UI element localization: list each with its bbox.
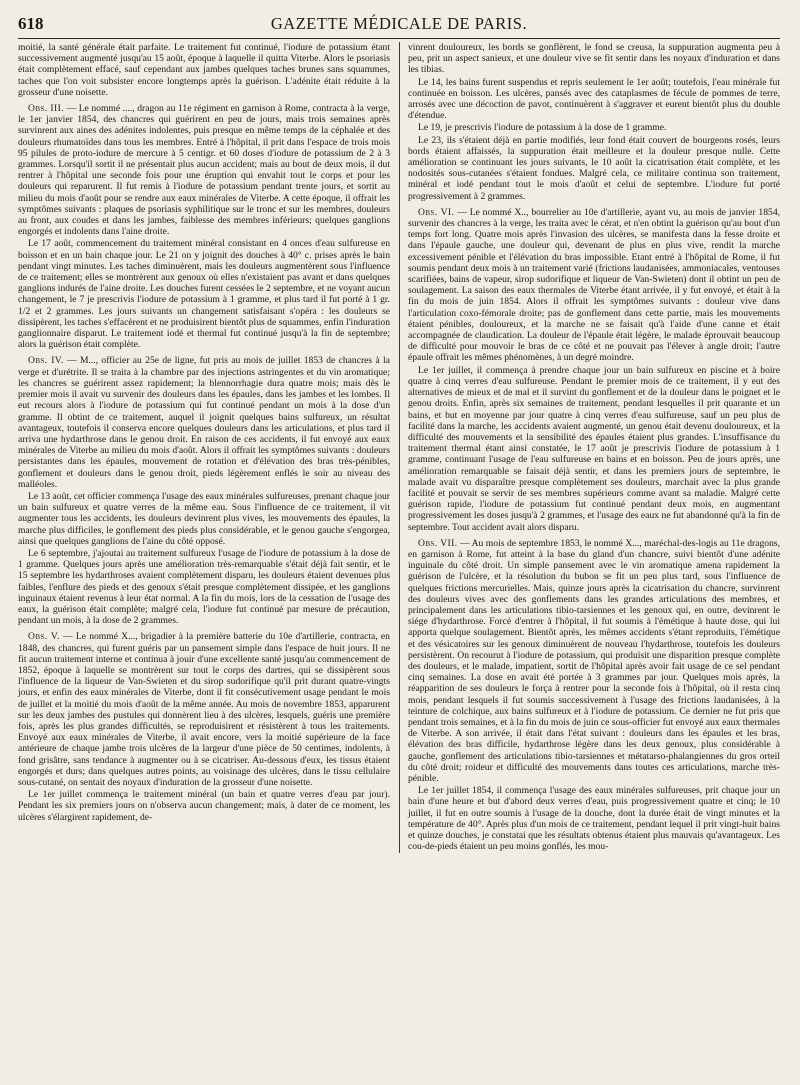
- left-column: [18, 42, 390, 853]
- paragraph-text: Le 14, les bains furent suspendus et repris seulement le 1er août; toutefois, l'eau minérale fut continuée en boisson. Les ulcères, pansés avec des cataplasmes de fécule de pommes de terre, arrosés avec une décoction de pavot, continuèrent à s'aggraver et eurent bientôt plus du double d'étendue.: [408, 76, 780, 122]
- paragraph: [408, 207, 780, 364]
- page-header: [18, 14, 780, 36]
- observation-label: Obs. III.: [28, 103, 65, 115]
- observation-label: Obs. V.: [28, 631, 60, 643]
- paragraph-text: Le 23, ils s'étaient déjà en partie modifiés, leur fond était couvert de bourgeons rosés, leurs bords étaient affaissés, la suppuration était meilleure et la douleur presque nulle. Cette amélioration se continuant les jours suivants, le 10 août la cicatrisation était complète, et les nodosités sous-cutanées s'étaient fondues. Malgré cela, ce militaire continua son traitement, minéral et iodé pendant tout le mois d'août et celui de septembre. L'iodure fut porté progressivement à 2 grammes.: [408, 134, 780, 202]
- paragraph: [408, 365, 780, 533]
- paragraph: [408, 785, 780, 852]
- paragraph-text: — Le nommé ...., dragon au 11e régiment en garnison à Rome, contracta à la verge, le 1er janvier 1854, des chancres qui guérirent en peu de jours, mais trois semaines après survinrent aux aines des adénites indolentes, puis presque en même temps de la céphalée et des douleurs rhumatoïdes dans tous les membres. Entré à l'hôpital, il prit dans l'espace de trois mois 95 pilules de proto-iodure de mercure à 5 centigr. et 60 doses d'iodure de potassium de 2 à 3 grammes. Lorsqu'il sortit il ne présentait plus aucun accident; mais au bout de deux mois, il dut rentrer à l'hôpital une seconde fois pour une éruption qui envahit tout le corps et pour les douleurs qui reparurent. Il fut remis à l'iodure de potassium pendant trente jours, et sortit au milieu du mois d'août pour se rendre aux eaux minérales de Viterbe. A cette époque, il offrait les symptômes suivants : plaques de psoriasis syphilitique sur le tronc et sur les membres, douleurs au front, aux coudes et dans les jambes, faiblesse des membres inférieurs; quelques ganglions engorgés et indolents dans l'aine droite.: [18, 103, 390, 238]
- observation-label: Obs. VI.: [418, 206, 455, 218]
- paragraph-text: — M..., officier au 25e de ligne, fut pris au mois de juillet 1853 de chancres à la verge et d'urétrite. Il se traita à la chambre par des injections astringentes et du vin aromatique; les chancres se guérirent assez rapidement; la blennorrhagie dura quatre mois; mais dès le premier mois il avait vu survenir des douleurs dans les épaules, dans les jambes et les lombes. Il eut recours alors à l'iodure de potassium qui fut continué pendant un mois à la dose d'un gramme. Il obtint de ce traitement, auquel il joignit quelques bains sulfureux, un résultat avantageux, toutefois il conserva encore quelques douleurs dans les articulations, et plus tard il arriva une hydarthrose dans le genou droit. En raison de ces accidents, il fut envoyé aux eaux minérales de Viterbe au milieu du mois d'août. Alors il offrait les symptômes suivants : douleurs persistantes dans les épaules, mouvement de rotation et d'élévation des bras très-pénibles, gonflement et douleurs dans le genou droit, pieds légèrement enflés le soir au niveau des malléoles.: [18, 355, 390, 490]
- paragraph: [18, 103, 390, 237]
- paragraph-text: Le 1er juillet, il commença à prendre chaque jour un bain sulfureux en piscine et à boire quatre à cinq verres d'eau sulfureuse. Pendant le premier mois de ce traitement, il y eut des alternatives de mieux et de mal et il survint du gonflement et de la douleur dans le poignet et le genou droits. Enfin, après six semaines de traitement, pendant lesquelles il prit quarante et un bains, et but en moyenne par jour quatre à cinq verres d'eau sulfureuse, sauf un peu plus de facilité dans la marche, les accidents avaient augmenté, un genou était devenu douloureux, et la difficulté des mouvements et la sensibilité des épaules étaient plus grandes. L'insuffisance du traitement thermal étant ainsi constatée, le 17 août je prescrivis l'iodure de potassium à 1 gramme, continuant l'usage de l'eau sulfureuse en bains et en boisson. Peu de jours après, une amélioration remarquable se faisait déjà sentir, et dans les premiers jours de septembre, le malade avait vu disparaître presque complètement ses douleurs, marchait avec la plus grande facilité et pouvait se servir de ses membres supérieurs comme avant sa maladie. Malgré cette guérison rapide, l'iodure de potassium fut continué pendant deux mois, en augmentant progressivement les doses jusqu'à 2 grammes, et l'usage des eaux ne fut abandonné qu'à la fin de septembre. Tout accident avait alors disparu.: [408, 364, 780, 533]
- column-divider: [399, 42, 400, 853]
- paragraph: [18, 238, 390, 350]
- paragraph: [408, 135, 780, 202]
- paragraph-text: — Le nommé X..., brigadier à la première batterie du 10e d'artillerie, contracta, en 1848, des chancres, qui furent guéris par un pansement simple dans l'espace de huit jours. Il ne fit aucun traitement interne et continua à jouir d'une excellente santé jusqu'au commencement de 1852, époque à laquelle se montrèrent sur tout le corps des dartres, qui se dissipèrent sous l'influence de la liqueur de Van-Swieten et du sirop sudorifique qu'il prit durant quatre-vingts jours, et enfin des eaux minérales de Viterbe, dont il fit consécutivement usage pendant le mois de juillet et la moitié du mois d'août de la même année. Au mois de novembre 1853, apparurent sur les deux jambes des pustules qui donnèrent lieu à des ulcères, lesquels, guéris une première fois, après les plus grandes difficultés, se reproduisirent et résistèrent à tous les traitements. Envoyé aux eaux minérales de Viterbe, il avait encore, vers la moitié supérieure de la face antérieure de chaque jambe trois ulcères de la largeur d'une pièce de 50 centimes, indolents, à fond grisâtre, sans tendance à augmenter ou à se cicatriser. Au-dessous d'eux, les tissus étaient engorgés et durs; dans quelques autres points, au voisinage des ulcères, dans le tissu cellulaire sous-cutané, on sentait des noyaux d'induration de la grosseur d'une noisette.: [18, 631, 390, 788]
- paragraph-text: Le 13 août, cet officier commença l'usage des eaux minérales sulfureuses, prenant chaque jour un bain sulfureux et quatre verres de la même eau. Sous l'influence de ce traitement, il vit augmenter tous les accidents, les douleurs devinrent plus vives, les mouvements des épaules, la marche plus difficiles, le gonflement des pieds plus considérable, et le genou gauche s'engorgea, ainsi que quelques ganglions de l'aine du côté opposé.: [18, 490, 390, 547]
- paragraph: [18, 42, 390, 98]
- paragraph: [18, 631, 390, 788]
- page-number: 618: [18, 14, 44, 33]
- observation-label: Obs. VII.: [418, 537, 458, 549]
- paragraph-text: Le 17 août, commencement du traitement minéral consistant en 4 onces d'eau sulfureuse en boisson et en un bain chaque jour. Le 21 on y joignit des douches à 40° c. prises après le bain pendant vingt minutes. Les taches diminuèrent, mais les douleurs augmentèrent sous l'influence de ce traitement; elles se montrèrent aux genoux où elles n'existaient pas avant et dans quelques ganglions indurés de l'aine droite. Les douches furent cessées le 2 septembre, et ne voyant aucun changement, le 7 je prescrivis l'iodure de potassium à 1 gramme, et plus tard il fut porté à 1 gr. 1/2 et 2 grammes. Les jours suivants un changement satisfaisant s'opéra : les douleurs se dissipèrent, les taches s'effacèrent et ne produisirent bientôt plus de squammes, enfin l'induration ganglionnaire disparut. Le traitement iodé et thermal fut continué jusqu'à la fin de septembre; alors la guérison était complète.: [18, 238, 390, 351]
- paragraph-text: — Le nommé X.., bourrelier au 10e d'artillerie, ayant vu, au mois de janvier 1854, survenir des chancres à la verge, les traita avec le cérat, et n'en obtint la guérison qu'au bout d'un temps fort long. Quatre mois après l'invasion des ulcères, se manifesta dans la fesse droite et dans l'épaule gauche, une douleur qui, devenant de plus en plus vive, rendit la marche excessivement pénible et l'élévation du bras impossible. Etant entré à l'hôpital de Rome, il fut soumis pendant deux mois à un traitement varié (frictions laudanisées, ammoniacales, ventouses scarifiées, bains de vapeur, sirop sudorifique et liqueur de Van-Swieten) dont il obtint un peu de soulagement. La saison des eaux thermales de Viterbe étant arrivée, il y fut envoyé, et était à la fin du mois de juin 1854. Alors il offrait les symptômes suivants : douleur vive dans l'articulation coxo-fémorale droite; pas de gonflement dans cette partie, mais les mouvements étaient pénibles, douloureux, et la marche ne se faisait qu'à l'aide d'une canne et était accompagnée de claudication. La douleur de l'épaule était légère, le malade éprouvait beaucoup de difficulté pour mouvoir le bras de ce côté et ne pouvait pas l'élever à angle droit; l'autre épaule offrait les mêmes phénomènes, à un degré moindre.: [408, 206, 781, 364]
- paragraph: [18, 355, 390, 489]
- paragraph-text: Le 6 septembre, j'ajoutai au traitement sulfureux l'usage de l'iodure de potassium à la dose de 1 gramme. Quelques jours après une amélioration très-remarquable s'était déjà fait sentir, et le 15 septembre les hydarthroses avaient complètement disparu, les douleurs étaient devenues plus faibles, l'enflure des pieds et des genoux s'était presque complètement dissipée, et les ganglions inguinaux étaient revenus à leur état normal. A la fin du mois, lors de la cessation de l'usage des eaux, la guérison était complète; malgré cela, l'iodure fut continué par mesure de précaution, pendant un mois, à la dose de 2 grammes.: [18, 547, 390, 627]
- right-column: [408, 42, 780, 853]
- paragraph: [408, 42, 780, 76]
- paragraph-text: Le 19, je prescrivis l'iodure de potassium à la dose de 1 gramme.: [418, 122, 667, 134]
- paragraph: [408, 538, 780, 784]
- paragraph: [408, 77, 780, 122]
- header-rule: [18, 38, 780, 39]
- paragraph: [408, 122, 780, 133]
- paragraph: [18, 789, 390, 823]
- paragraph-text: moitié, la santé générale était parfaite. Le traitement fut continué, l'iodure de potassium étant successivement augmenté jusqu'au 15 août, époque à laquelle il quitta Viterbe. Alors le psoriasis était complètement effacé, sauf cependant aux jambes quelques taches brunes sans squammes, taches que l'on voit subsister encore longtemps après la guérison. L'adénite était réduite à la grosseur d'une noisette.: [18, 42, 390, 98]
- paragraph: [18, 548, 390, 626]
- paragraph-text: Le 1er juillet commença le traitement minéral (un bain et quatre verres d'eau par jour). Pendant les six premiers jours on n'observa aucun changement; mais, à dater de ce moment, les ulcères s'élargirent rapidement, de-: [18, 789, 390, 823]
- journal-title: GAZETTE MÉDICALE DE PARIS.: [270, 14, 528, 33]
- paragraph-text: — Au mois de septembre 1853, le nommé X..., maréchal-des-logis au 11e dragons, en garnison à Rome, fut atteint à la base du gland d'un chancre, suivi bientôt d'une adénite inguinale du côté droit. Un simple pansement avec le vin aromatique amena rapidement la guérison de l'ulcère, et la résolution du bubon se fit un peu plus tard, sous l'influence de quelques frictions mercurielles. Mais, quinze jours après la cicatrisation du chancre, survinrent des douleurs vives avec des gonflements dans les grandes articulations des membres, et principalement dans les articulations tibio-tarsiennes et les genoux qui, en outre, devinrent le siége d'hydarthrose. Forcé d'entrer à l'hôpital, il fut soumis à l'émétique à haute dose, qui lui apporta quelque soulagement. Bientôt après, les mêmes accidents s'étant reproduits, l'émétique et des vésicatoires sur les genoux diminuèrent de nouveau l'hydarthrose, toutefois les douleurs persistèrent. On recourut à l'iodure de potassium, qui produisit une disparition presque complète des douleurs, et le malade, impatient, sortit de l'hôpital après avoir fait usage de ce sel pendant cinq semaines. La dose en avait été portée à 3 grammes par jour. Quelques mois après, la réapparition de ses douleurs le força à rentrer pour la seconde fois à l'hôpital, où il resta cinq mois, pendant lesquels il fut soumis successivement à l'usage des frictions laudanisées, à la teinture de colchique, aux bains sulfureux et à l'iodure de potassium. Ce dernier ne fut pris que pendant trois semaines, et à la fin du mois de juin ce sous-officier fut envoyé aux eaux thermales de Viterbe. A son arrivée, il était dans l'état suivant : douleurs dans les épaules et les bras, élévation des bras difficile, hydarthrose légère dans les deux genoux, plus considérable à gauche, gonflement des articulations tibio-tarsiennes et métatarso-phalangiennes du gros orteil du côté droit; roideur et difficulté des mouvements dans toutes ces articulations, marche très-pénible.: [408, 537, 780, 784]
- observation-label: Obs. IV.: [28, 355, 64, 367]
- paragraph-text: Le 1er juillet 1854, il commença l'usage des eaux minérales sulfureuses, prit chaque jour un bain d'une heure et but d'abord deux verres d'eau, puis progressivement quatre et cinq; le 10 juillet, il fut en outre soumis à l'usage de la douche, dont la durée était de vingt minutes et la température de 40°. Après plus d'un mois de ce traitement, pendant lequel il prit vingt-huit bains et quinze douches, je constatai que les résultats obtenus étaient plus mauvais qu'avantageux. Les cou-de-pieds étaient un peu moins gonflés, les mou-: [408, 785, 780, 853]
- paragraph-text: vinrent douloureux, les bords se gonflèrent, le fond se creusa, la suppuration augmenta peu à peu, prit un aspect sanieux, et une douleur vive se fit sentir dans les noyaux d'induration et dans les tibias.: [408, 42, 780, 76]
- paragraph: [18, 491, 390, 547]
- columns: [18, 42, 780, 853]
